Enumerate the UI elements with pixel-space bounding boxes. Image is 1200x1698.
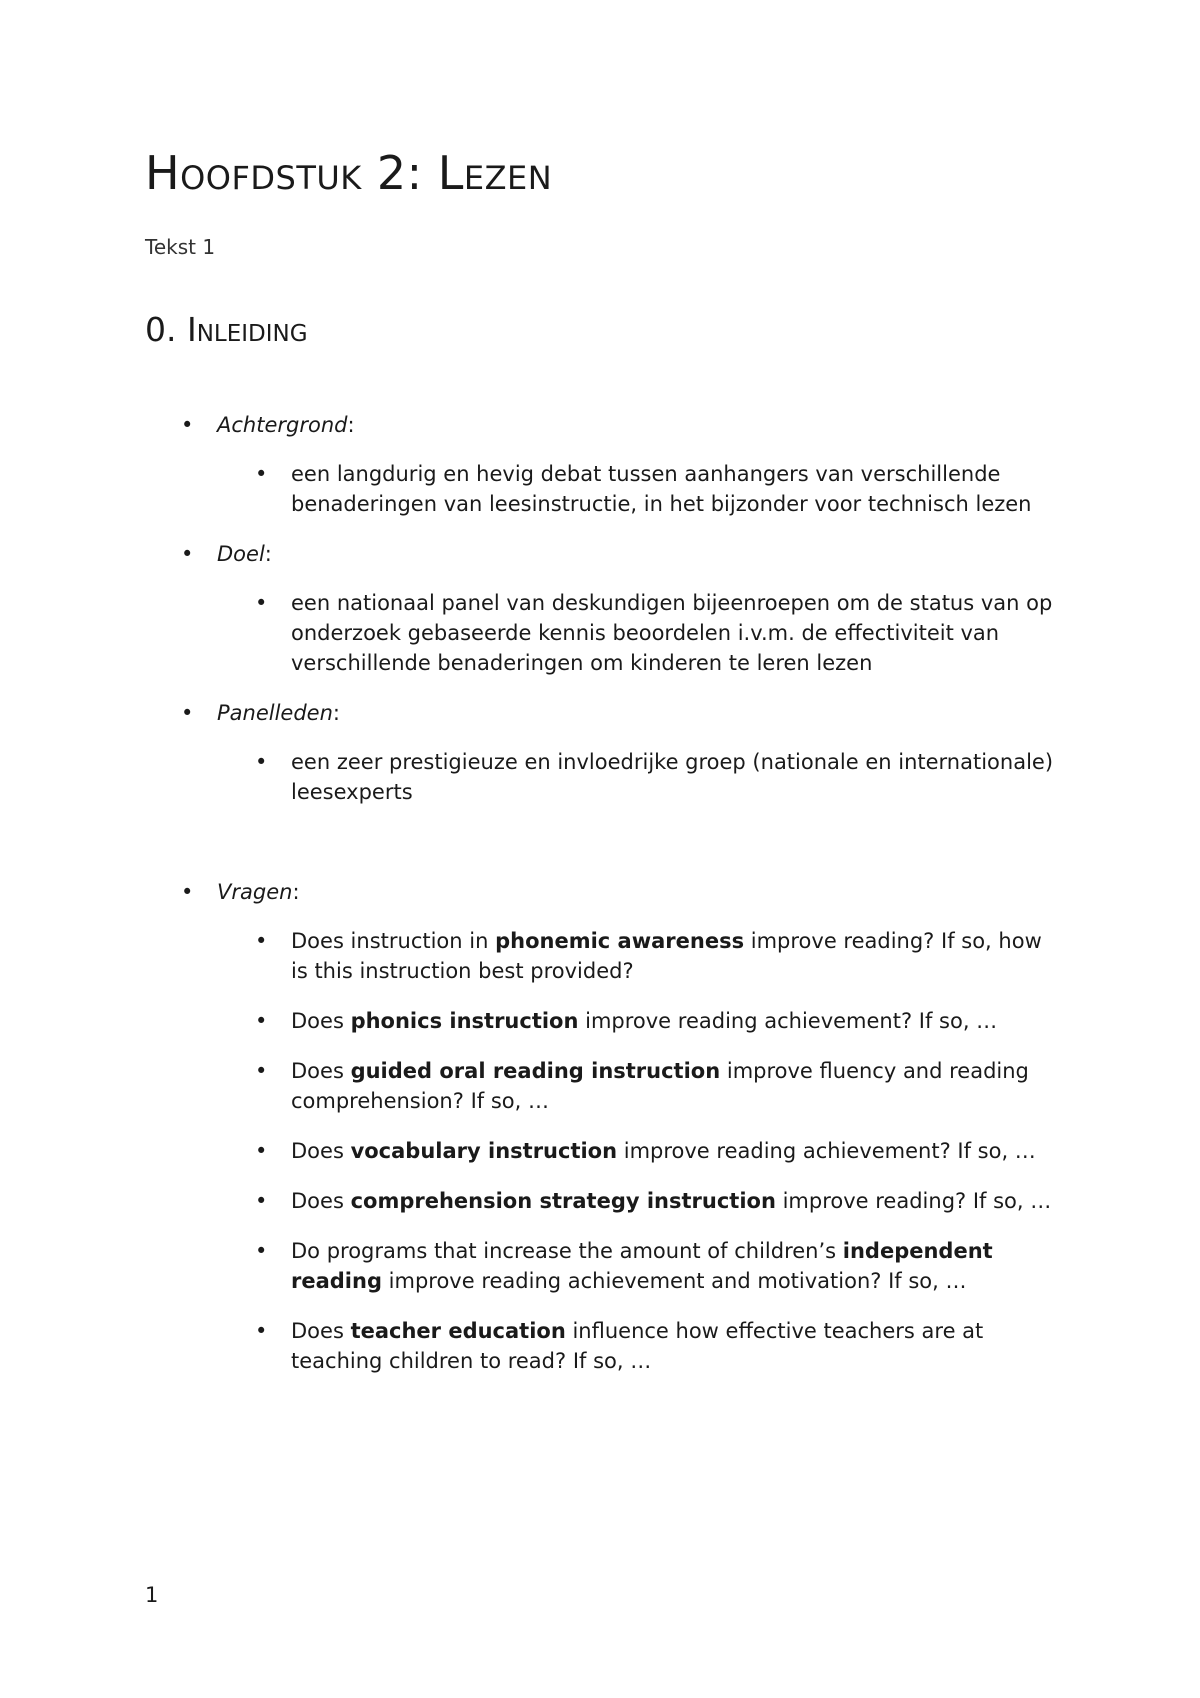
question-keyword: teacher education: [350, 1319, 566, 1343]
outline-label: Vragen: [217, 880, 293, 904]
bullet-icon: •: [255, 1319, 268, 1343]
outline-item-vragen: [145, 877, 1065, 1376]
question-item: [217, 1006, 1065, 1036]
document-body: [145, 410, 1065, 1396]
document-title: Hoofdstuk 2: Lezen: [145, 146, 553, 200]
question-text-post: improve reading? If so, …: [775, 1189, 1052, 1213]
question-text-post: improve reading achievement? If so, …: [617, 1139, 1036, 1163]
question-text-pre: Do programs that increase the amount of children’s: [291, 1239, 843, 1263]
list-item-text: een zeer prestigieuze en invloedrijke groep (nationale en internationale) leesexperts: [291, 750, 1054, 804]
question-keyword: phonics instruction: [350, 1009, 579, 1033]
document-subtitle: Tekst 1: [145, 235, 216, 259]
list-item: [217, 588, 1065, 678]
question-item: [217, 1236, 1065, 1296]
list-item-text: een nationaal panel van deskundigen bijeenroepen om de status van op onderzoek gebaseerde kennis beoordelen i.v.m. de effectiviteit van verschillende benaderingen om kinderen te leren lezen: [291, 591, 1053, 675]
question-item: [217, 926, 1065, 986]
question-item: [217, 1186, 1065, 1216]
bullet-icon: •: [255, 1059, 268, 1083]
sub-list: [217, 588, 1065, 678]
bullet-icon: •: [255, 1189, 268, 1213]
question-text-pre: Does: [291, 1059, 351, 1083]
question-item: [217, 1056, 1065, 1116]
question-text-post: improve reading? If so, how is this instruction best provided?: [291, 929, 1042, 983]
question-text-pre: Does: [291, 1319, 351, 1343]
question-text-post: influence how effective teachers are at teaching children to read? If so, …: [291, 1319, 984, 1373]
bullet-icon: •: [255, 929, 268, 953]
spacer: [145, 827, 1065, 877]
question-keyword: vocabulary instruction: [350, 1139, 618, 1163]
sub-list: [217, 747, 1065, 807]
question-keyword: comprehension strategy instruction: [350, 1189, 776, 1213]
outline-label-suffix: :: [264, 542, 272, 566]
bullet-icon: •: [255, 1009, 268, 1033]
question-item: [217, 1316, 1065, 1376]
bullet-icon: •: [181, 701, 194, 725]
bullet-icon: •: [255, 750, 268, 774]
question-text-pre: Does instruction in: [291, 929, 496, 953]
bullet-icon: •: [181, 880, 194, 904]
list-item: [217, 747, 1065, 807]
bullet-icon: •: [255, 591, 268, 615]
question-text-pre: Does: [291, 1009, 351, 1033]
sub-list: [217, 459, 1065, 519]
bullet-icon: •: [255, 462, 268, 486]
question-keyword: phonemic awareness: [495, 929, 745, 953]
page-number: 1: [145, 1583, 159, 1607]
outline-item-panelleden: [145, 698, 1065, 807]
question-text-post: improve reading achievement? If so, …: [578, 1009, 998, 1033]
bullet-icon: •: [255, 1139, 268, 1163]
outline-label: Doel: [217, 542, 265, 566]
outline-item-achtergrond: [145, 410, 1065, 519]
question-text-post: improve reading achievement and motivation? If so, …: [381, 1269, 967, 1293]
outline-label: Achtergrond: [217, 413, 348, 437]
question-text-pre: Does: [291, 1139, 351, 1163]
bullet-icon: •: [255, 1239, 268, 1263]
outline-label-suffix: :: [332, 701, 340, 725]
outline-label-suffix: :: [347, 413, 355, 437]
outline-label: Panelleden: [217, 701, 333, 725]
outline-label-suffix: :: [292, 880, 300, 904]
list-item: [217, 459, 1065, 519]
question-keyword: guided oral reading instruction: [350, 1059, 721, 1083]
question-list: [217, 926, 1065, 1376]
question-keyword: independent reading: [291, 1239, 993, 1293]
question-text-post: improve fluency and reading comprehension? If so, …: [291, 1059, 1029, 1113]
section-heading: 0. Inleiding: [145, 310, 308, 349]
outline-list: [145, 410, 1065, 1376]
bullet-icon: •: [181, 413, 194, 437]
outline-item-doel: [145, 539, 1065, 678]
bullet-icon: •: [181, 542, 194, 566]
list-item-text: een langdurig en hevig debat tussen aanhangers van verschillende benaderingen van leesinstructie, in het bijzonder voor technisch lezen: [291, 462, 1032, 516]
question-text-pre: Does: [291, 1189, 351, 1213]
question-item: [217, 1136, 1065, 1166]
